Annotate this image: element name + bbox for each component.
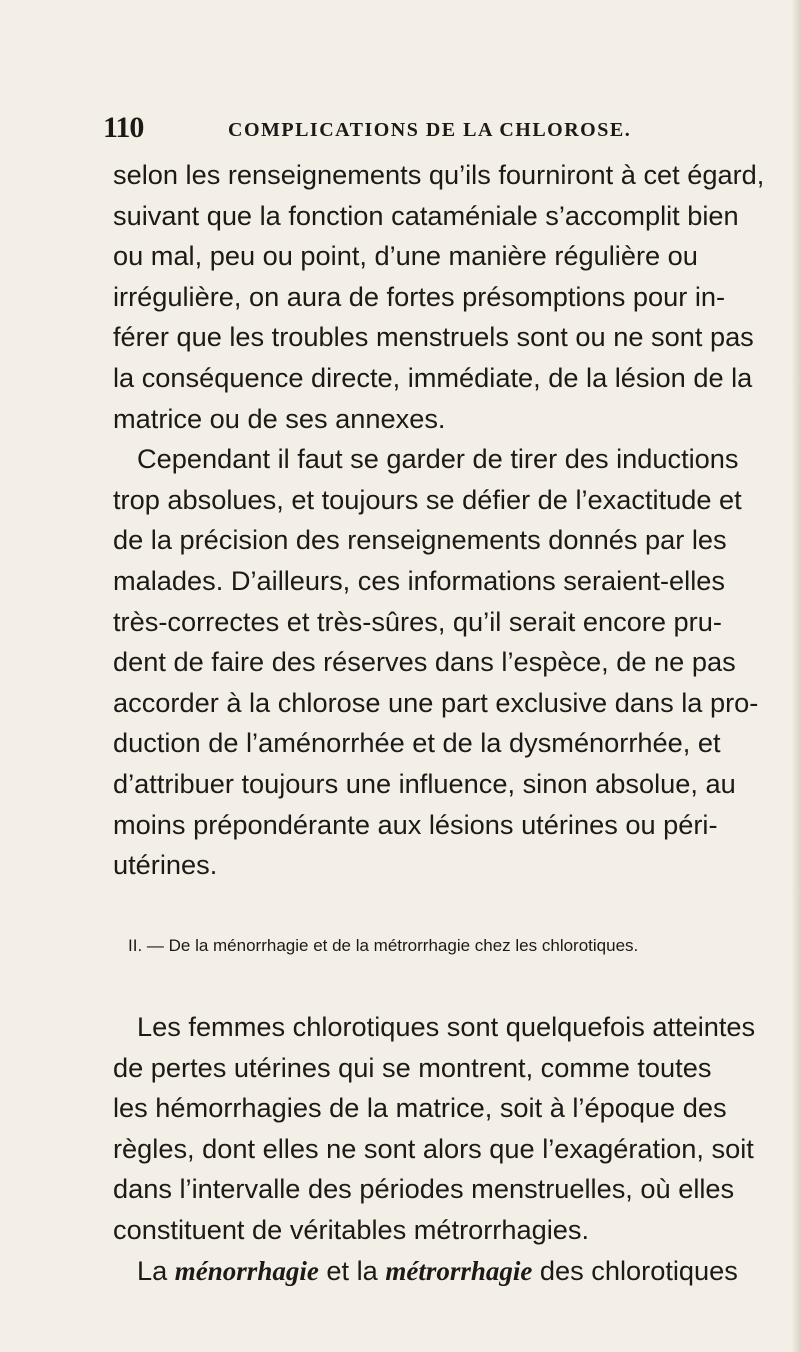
paragraph-4-line [113, 1251, 738, 1292]
text-block-upper [113, 155, 765, 886]
paragraph-4-prefix: La [137, 1254, 175, 1286]
paragraph-4-suffix: des chlorotiques [532, 1254, 738, 1286]
paragraph-3-line: les hémorrhagies de la matrice, soit à l’époque des [113, 1092, 727, 1124]
paragraph-1-line: la conséquence directe, immédiate, de la lésion de la [113, 361, 753, 393]
paragraph-3-line: de pertes utérines qui se montrent, comme toutes [113, 1051, 712, 1083]
paragraph-1-line: selon les renseignements qu’ils fourniront à cet égard, [113, 159, 765, 190]
paragraph-2-line: trop absolues, et toujours se défier de l’exactitude et [113, 483, 742, 515]
text-block-lower [113, 1007, 756, 1291]
paragraph-2-line: très-correctes et très-sûres, qu’il serait encore pru- [113, 605, 722, 637]
paragraph-2-line: d’attribuer toujours une influence, sinon absolue, au [113, 767, 736, 799]
paragraph-1-line: irrégulière, on aura de fortes présomptions pour in- [113, 280, 726, 312]
running-head [103, 110, 703, 146]
paragraph-2-line: de la précision des renseignements donnés par les [113, 524, 727, 556]
paragraph-1-line: ou mal, peu ou point, d’une manière régulière ou [113, 240, 698, 272]
running-head-title: COMPLICATIONS DE LA CHLOROSE. [228, 119, 632, 141]
paragraph-3-line: constituent de véritables métrorrhagies. [113, 1213, 590, 1245]
paragraph-2-line: duction de l’aménorrhée et de la dysménorrhée, et [113, 727, 721, 759]
paragraph-3-line: dans l’intervalle des périodes menstruelles, où elles [113, 1173, 735, 1205]
paragraph-2-line: malades. D’ailleurs, ces informations seraient-elles [113, 564, 725, 596]
paragraph-3-line: Les femmes chlorotiques sont quelquefois atteintes [137, 1011, 756, 1042]
paragraph-2-line: moins prépondérante aux lésions utérines ou péri- [113, 808, 718, 840]
page-edge-shadow [791, 0, 801, 1352]
page-number: 110 [103, 111, 144, 144]
section-heading: II. — De la ménorrhagie et de la métrorrhagie chez les chlorotiques. [128, 936, 639, 955]
paragraph-4-middle: et la [318, 1254, 386, 1286]
paragraph-1-line: suivant que la fonction cataméniale s’accomplit bien [113, 199, 739, 231]
paragraph-1-line: férer que les troubles menstruels sont ou ne sont pas [113, 321, 754, 353]
term-metrorrhagie: métrorrhagie [385, 1255, 533, 1286]
paragraph-3-line: règles, dont elles ne sont alors que l’exagération, soit [113, 1132, 754, 1164]
term-menorrhagie: ménorrhagie [174, 1255, 319, 1286]
paragraph-2-line: Cependant il faut se garder de tirer des inductions [137, 443, 739, 475]
paragraph-2-line: utérines. [113, 849, 218, 881]
paragraph-2-line: accorder à la chlorose une part exclusive dans la pro- [113, 686, 759, 718]
paragraph-1-line: matrice ou de ses annexes. [113, 402, 446, 434]
paragraph-2-line: dent de faire des réserves dans l’espèce, de ne pas [113, 646, 736, 678]
